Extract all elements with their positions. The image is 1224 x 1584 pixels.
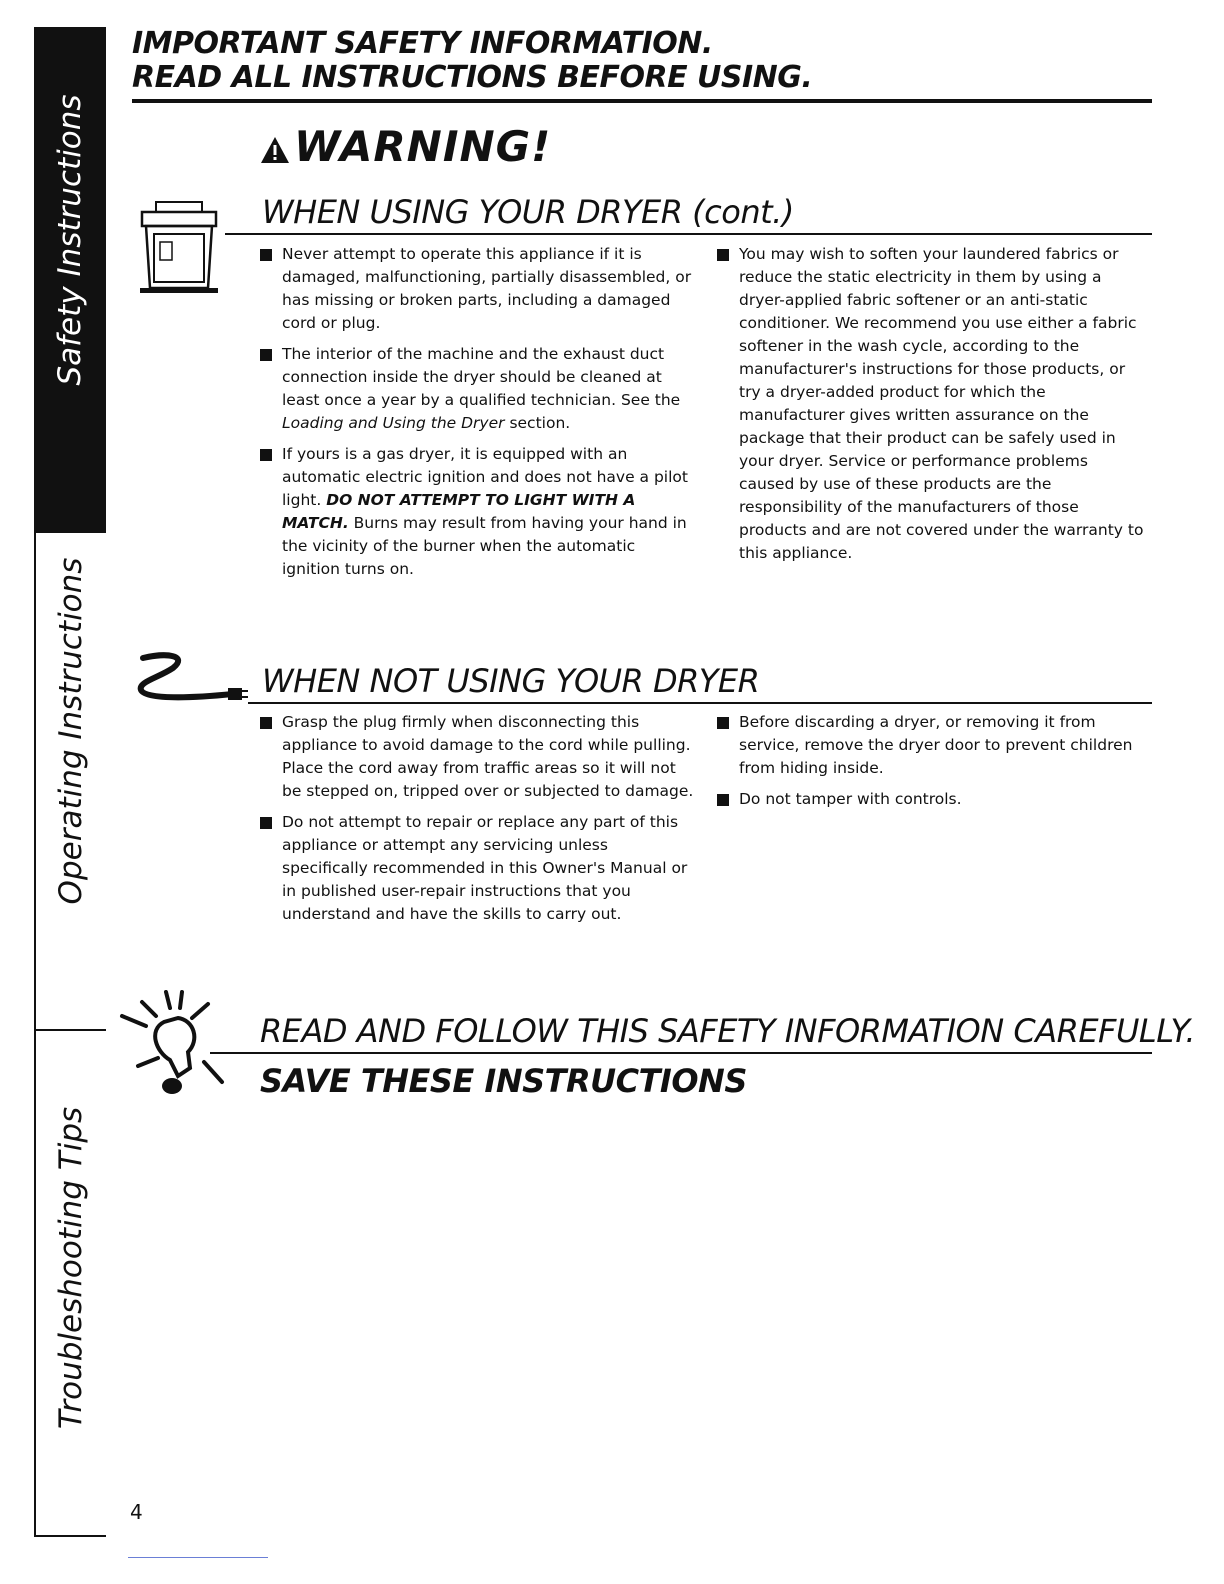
tab-label: Troubleshooting Tips: [53, 1106, 89, 1430]
dryer-icon: [138, 198, 220, 302]
tab-operating-instructions[interactable]: [34, 533, 106, 1031]
using-right-column: [715, 243, 1145, 573]
warning-label: WARNING!: [294, 122, 552, 171]
tab-troubleshooting-tips[interactable]: [34, 1031, 106, 1537]
tab-label: Operating Instructions: [53, 557, 89, 905]
header-rule: [132, 99, 1152, 103]
not-using-right-column: [715, 711, 1145, 819]
list-item: Do not attempt to repair or replace any part of this appliance or attempt any servicing unless specifically recommended in this Owner's Manual or in published user-repair instructions that you understand and have the skills to carry out.: [258, 811, 698, 926]
section-rule: [248, 702, 1152, 704]
section-rule: [225, 233, 1152, 235]
list-item: Do not tamper with controls.: [715, 788, 1145, 811]
save-instructions-heading: SAVE THESE INSTRUCTIONS: [260, 1062, 747, 1100]
using-left-column: [258, 243, 698, 589]
read-follow-notice: READ AND FOLLOW THIS SAFETY INFORMATION CAREFULLY.: [260, 1012, 1196, 1050]
list-item: You may wish to soften your laundered fabrics or reduce the static electricity in them by using a dryer-applied fabric softener or an anti-static conditioner. We recommend you use either a fabric softener in the wash cycle, according to the manufacturer's instructions for those products, or try a dryer-added product for which the manufacturer gives written assurance on the package that their product can be safely used in your dryer. Service or performance problems caused by use of these products are the responsibility of the manufacturers of those products and are not covered under the warranty to this appliance.: [715, 243, 1145, 565]
header-line-2: READ ALL INSTRUCTIONS BEFORE USING.: [132, 60, 813, 95]
tab-safety-instructions[interactable]: [34, 27, 106, 533]
list-item: The interior of the machine and the exhaust duct connection inside the dryer should be cleaned at least once a year by a qualified technician. See the Loading and Using the Dryer section.: [258, 343, 698, 435]
section-title-when-using: WHEN USING YOUR DRYER (cont.): [262, 193, 794, 231]
page-number: 4: [130, 1500, 143, 1524]
power-plug-icon: [133, 650, 248, 714]
tab-label: Safety Instructions: [52, 93, 88, 386]
section-title-when-not-using: WHEN NOT USING YOUR DRYER: [262, 662, 760, 700]
not-using-left-column: [258, 711, 698, 934]
notice-rule: [210, 1052, 1152, 1054]
list-item: Grasp the plug firmly when disconnecting this appliance to avoid damage to the cord while pulling. Place the cord away from traffic areas so it will not be stepped on, tripped over or subjected to damage.: [258, 711, 698, 803]
list-item: Before discarding a dryer, or removing it from service, remove the dryer door to prevent children from hiding inside.: [715, 711, 1145, 780]
footer-link-line: [128, 1557, 268, 1558]
list-item: Never attempt to operate this appliance if it is damaged, malfunctioning, partially disassembled, or has missing or broken parts, including a damaged cord or plug.: [258, 243, 698, 335]
warning-triangle-icon: [260, 125, 290, 174]
header-line-1: IMPORTANT SAFETY INFORMATION.: [132, 26, 713, 61]
warning-heading: [260, 122, 551, 174]
list-item: If yours is a gas dryer, it is equipped with an automatic electric ignition and does not have a pilot light. DO NOT ATTEMPT TO LIGHT WITH A MATCH. Burns may result from having your hand in the vicinity of the burner when the automatic ignition turns on.: [258, 443, 698, 581]
